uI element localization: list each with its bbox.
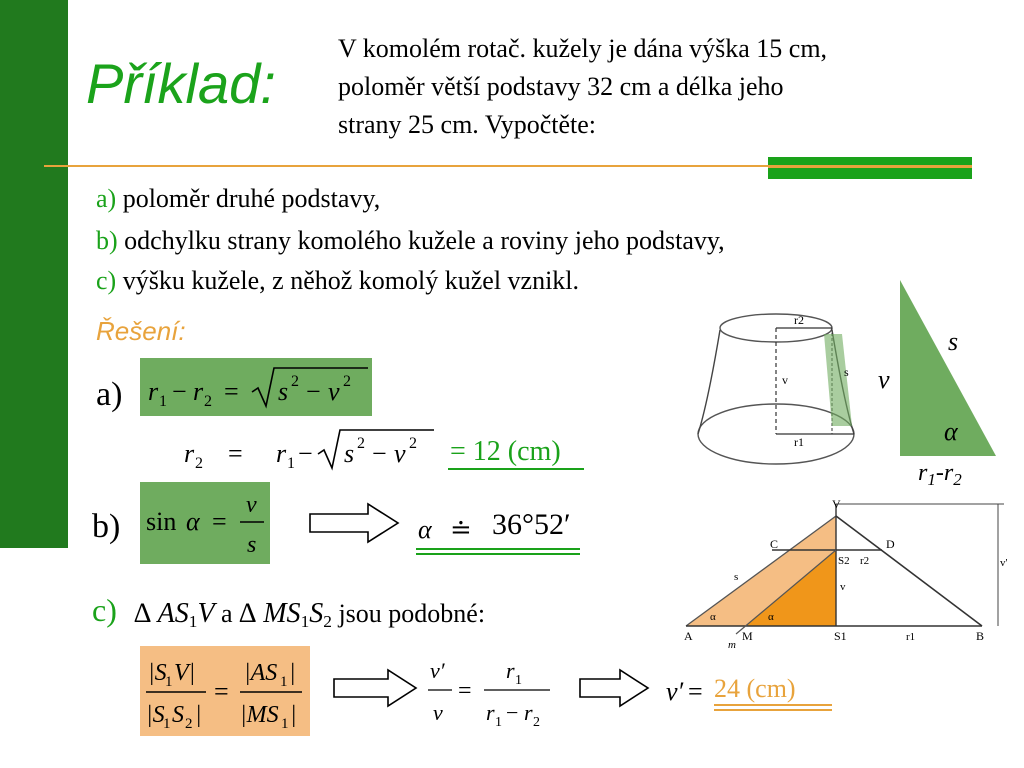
diagram-label: S2: [838, 555, 850, 567]
svg-text:|MS: |MS: [240, 702, 279, 728]
result-c-underline: [714, 704, 832, 706]
diagram-label: B: [976, 629, 985, 643]
svg-text:≐: ≐: [450, 515, 472, 544]
question-c: [96, 268, 579, 294]
diagram-label: C: [770, 537, 779, 551]
formula-c2: [424, 650, 554, 734]
svg-text:=: =: [688, 677, 703, 706]
diagram-label: r1: [906, 631, 916, 643]
result-c: 24 (cm): [714, 674, 796, 703]
triangle-label-r: r: [943, 460, 954, 486]
svg-text:v: v: [328, 377, 340, 406]
svg-text:S: S: [172, 702, 184, 728]
page-title: Příklad:: [86, 52, 276, 115]
svg-text:−: −: [506, 700, 519, 725]
arrow-b: [306, 500, 402, 546]
diagram-label: v': [1000, 557, 1008, 569]
diagram-label: α: [768, 611, 774, 623]
svg-text:2: 2: [185, 716, 193, 732]
result-c-underline-2: [714, 709, 832, 711]
svg-text:r: r: [506, 658, 515, 683]
svg-text:v′: v′: [666, 677, 684, 706]
result-b-underline-2: [416, 553, 580, 555]
diagram-label: v: [840, 581, 846, 593]
svg-text:v: v: [394, 439, 406, 468]
svg-text:2: 2: [533, 715, 540, 730]
svg-text:r: r: [184, 439, 195, 468]
cone-label-s: s: [844, 365, 849, 379]
approx-symbol: [414, 504, 494, 548]
svg-text:−: −: [172, 377, 187, 406]
svg-text:=: =: [224, 377, 239, 406]
question-text: výšku kužele, z něhož komolý kužel vznikl.: [116, 266, 580, 295]
task-line: poloměr větší podstavy 32 cm a délka jeho: [338, 72, 784, 101]
svg-text:|: |: [290, 702, 297, 728]
svg-text:1: 1: [163, 716, 171, 732]
svg-text:−: −: [306, 377, 321, 406]
vprime-eq: [662, 670, 718, 710]
question-a: [96, 186, 380, 212]
svg-text:v: v: [246, 492, 257, 518]
svg-text:2: 2: [409, 435, 417, 452]
cross-section-diagram: [682, 494, 1022, 650]
part-a-label: a): [96, 376, 123, 413]
part-c-label: c): [92, 592, 117, 628]
svg-text:2: 2: [195, 455, 203, 472]
formula-a: [140, 358, 372, 416]
diagram-label: V: [832, 497, 841, 511]
svg-text:2: 2: [291, 373, 299, 390]
task-line: strany 25 cm. Vypočtěte:: [338, 110, 597, 139]
svg-text:s: s: [278, 377, 289, 406]
svg-text:=: =: [458, 678, 472, 704]
triangle-label-v: v: [878, 365, 890, 394]
svg-text:1: 1: [159, 393, 167, 410]
result-a-underline: [448, 468, 584, 470]
cone-label-v: v: [782, 373, 788, 387]
svg-text:|: |: [289, 660, 296, 686]
diagram-label: α: [710, 611, 716, 623]
triangle-label-r1r2: $r_1-r_2$: [918, 460, 962, 486]
connector: a: [221, 599, 233, 628]
question-text: poloměr druhé podstavy,: [116, 184, 381, 213]
formula-c-box: [140, 646, 310, 736]
svg-text:|S: |S: [148, 660, 167, 686]
svg-text:|S: |S: [146, 702, 165, 728]
svg-text:1: 1: [280, 674, 288, 690]
triangle-asv: ∆ $AS_1V$: [134, 598, 215, 632]
frustum-cone-figure: [694, 306, 874, 470]
result-a: = 12 (cm): [450, 436, 561, 467]
svg-text:r: r: [276, 439, 287, 468]
triangle-label-sub-2: 2: [953, 470, 962, 486]
diagram-label: r2: [860, 555, 870, 567]
similarity-text: jsou podobné:: [338, 599, 486, 628]
svg-text:1: 1: [165, 674, 173, 690]
svg-text:v: v: [433, 700, 443, 725]
formula-c: [140, 646, 310, 736]
diagram-label: m: [728, 639, 736, 650]
left-accent-bar: [0, 0, 68, 548]
task-line: V komolém rotač. kužely je dána výška 15 cm,: [338, 34, 828, 63]
svg-text:|: |: [195, 702, 202, 728]
question-letter: a): [96, 184, 117, 213]
header-accent-block: [768, 157, 972, 179]
svg-text:−: −: [372, 439, 387, 468]
svg-text:s: s: [344, 439, 355, 468]
formula-a2: [180, 424, 450, 480]
diagram-label: S1: [834, 629, 847, 643]
triangle-label-sub-1: 1: [927, 470, 936, 486]
svg-text:sin: sin: [146, 507, 177, 536]
result-b: 36°52′: [492, 508, 571, 541]
svg-text:α: α: [186, 507, 200, 536]
triangle-ms1s2: ∆ $MS_1S_2$: [239, 598, 332, 632]
question-letter: b): [96, 226, 118, 255]
svg-text:r: r: [524, 700, 533, 725]
svg-text:1: 1: [515, 673, 522, 688]
svg-text:2: 2: [357, 435, 365, 452]
svg-text:α: α: [418, 515, 432, 544]
solution-heading: Řešení:: [96, 316, 186, 346]
formula-a-box: [140, 358, 372, 416]
svg-text:=: =: [214, 677, 229, 706]
triangle-label-r: r: [918, 460, 928, 486]
question-text: odchylku strany komolého kužele a roviny jeho podstavy,: [117, 226, 725, 255]
svg-text:|AS: |AS: [244, 660, 278, 686]
diagram-label: D: [886, 537, 895, 551]
triangle-label-alpha: α: [944, 417, 958, 446]
arrow-c1: [330, 666, 420, 710]
svg-text:r: r: [486, 700, 495, 725]
svg-text:v′: v′: [430, 658, 445, 683]
triangle-label-s: s: [948, 327, 959, 356]
question-b: [96, 228, 725, 254]
header-accent-line: [768, 165, 972, 168]
diagram-label: A: [684, 629, 693, 643]
svg-text:2: 2: [204, 393, 212, 410]
formula-b-box: [140, 482, 270, 564]
svg-text:V|: V|: [174, 660, 196, 686]
svg-text:r: r: [148, 377, 159, 406]
question-letter: c): [96, 266, 117, 295]
svg-text:2: 2: [343, 373, 351, 390]
arrow-c2: [576, 666, 652, 710]
task-text: [338, 30, 998, 144]
svg-text:1: 1: [287, 455, 295, 472]
svg-text:1: 1: [281, 716, 289, 732]
result-b-underline: [416, 548, 580, 550]
cone-label-r1: r1: [794, 435, 804, 449]
formula-b: [140, 482, 270, 564]
right-triangle-figure: [870, 276, 1000, 486]
svg-text:=: =: [228, 439, 243, 468]
diagram-label: M: [742, 629, 753, 643]
svg-text:r: r: [193, 377, 204, 406]
svg-text:1: 1: [495, 715, 502, 730]
svg-text:=: =: [212, 507, 227, 536]
similarity-statement: [134, 598, 485, 632]
cone-label-r2: r2: [794, 313, 804, 327]
svg-text:−: −: [298, 439, 313, 468]
svg-text:s: s: [247, 532, 257, 558]
diagram-label: s: [734, 571, 739, 583]
part-b-label: b): [92, 508, 121, 545]
